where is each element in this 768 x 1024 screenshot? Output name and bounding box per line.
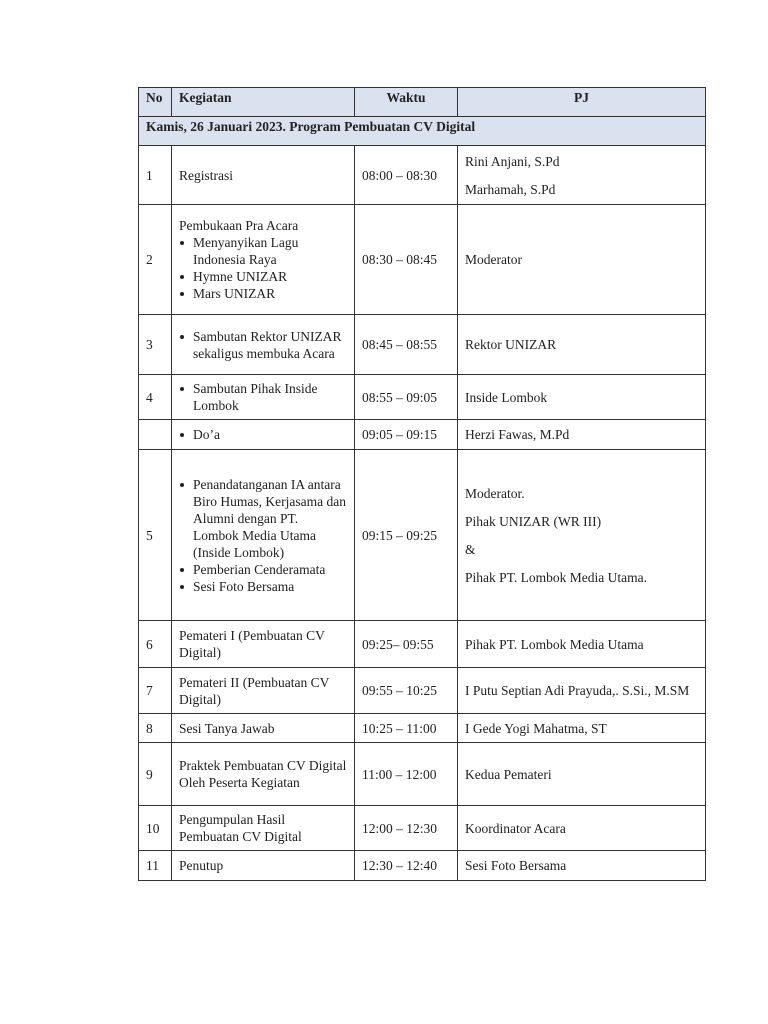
table-row [139, 851, 706, 881]
table-row [139, 668, 706, 714]
header-pj: PJ [458, 88, 706, 117]
table-header-row [139, 88, 706, 117]
row-kegiatan [172, 205, 355, 315]
list-item: Do’a [193, 426, 347, 443]
row-kegiatan: Sesi Tanya Jawab [172, 714, 355, 743]
row-pj: Koordinator Acara [458, 806, 706, 851]
row-no: 11 [139, 851, 172, 881]
bullet-list [179, 380, 347, 414]
kegiatan-lead: Pembukaan Pra Acara [179, 218, 299, 233]
bullet-list [179, 426, 347, 443]
table-row [139, 205, 706, 315]
row-no: 7 [139, 668, 172, 714]
row-kegiatan: Praktek Pembuatan CV Digital Oleh Peserta Kegiatan [172, 743, 355, 806]
row-waktu: 11:00 – 12:00 [355, 743, 458, 806]
pj-line: Pihak UNIZAR (WR III) [465, 513, 602, 529]
row-kegiatan [172, 420, 355, 450]
row-no: 9 [139, 743, 172, 806]
list-item: Menyanyikan Lagu Indonesia Raya [193, 234, 347, 268]
row-waktu: 08:30 – 08:45 [355, 205, 458, 315]
row-no: 8 [139, 714, 172, 743]
bullet-list [179, 328, 347, 362]
table-row [139, 806, 706, 851]
table-row [139, 146, 706, 205]
row-pj: I Putu Septian Adi Prayuda,. S.Si., M.SM [458, 668, 706, 714]
row-waktu: 09:05 – 09:15 [355, 420, 458, 450]
row-pj: Moderator [458, 205, 706, 315]
row-waktu: 09:15 – 09:25 [355, 450, 458, 621]
header-waktu: Waktu [355, 88, 458, 117]
row-waktu: 09:55 – 10:25 [355, 668, 458, 714]
row-no: 10 [139, 806, 172, 851]
row-waktu: 08:45 – 08:55 [355, 315, 458, 375]
list-item: Mars UNIZAR [193, 285, 347, 302]
row-pj: I Gede Yogi Mahatma, ST [458, 714, 706, 743]
row-no: 5 [139, 450, 172, 621]
table-row [139, 420, 706, 450]
table-row [139, 743, 706, 806]
pj-line: Marhamah, S.Pd [465, 181, 556, 197]
list-item: Sesi Foto Bersama [193, 578, 347, 595]
row-waktu: 12:00 – 12:30 [355, 806, 458, 851]
row-kegiatan: Registrasi [172, 146, 355, 205]
row-waktu: 09:25– 09:55 [355, 621, 458, 668]
row-waktu: 08:55 – 09:05 [355, 375, 458, 420]
row-pj [458, 146, 706, 205]
row-pj: Herzi Fawas, M.Pd [458, 420, 706, 450]
schedule-table [138, 87, 706, 881]
header-no: No [139, 88, 172, 117]
row-kegiatan: Penutup [172, 851, 355, 881]
bullet-list [179, 234, 347, 302]
row-waktu: 12:30 – 12:40 [355, 851, 458, 881]
list-item: Hymne UNIZAR [193, 268, 347, 285]
row-no: 6 [139, 621, 172, 668]
table-row [139, 315, 706, 375]
row-waktu: 08:00 – 08:30 [355, 146, 458, 205]
date-row [139, 117, 706, 146]
row-pj: Sesi Foto Bersama [458, 851, 706, 881]
row-kegiatan: Pemateri II (Pembuatan CV Digital) [172, 668, 355, 714]
row-kegiatan [172, 315, 355, 375]
row-no: 3 [139, 315, 172, 375]
row-no: 4 [139, 375, 172, 420]
row-pj [458, 450, 706, 621]
row-no: 1 [139, 146, 172, 205]
list-item: Sambutan Rektor UNIZAR sekaligus membuka Acara [193, 328, 347, 362]
row-pj: Kedua Pemateri [458, 743, 706, 806]
table-row [139, 714, 706, 743]
pj-line: Rini Anjani, S.Pd [465, 153, 560, 169]
row-kegiatan [172, 375, 355, 420]
list-item: Pemberian Cenderamata [193, 561, 347, 578]
row-kegiatan: Pengumpulan Hasil Pembuatan CV Digital [172, 806, 355, 851]
row-kegiatan: Pemateri I (Pembuatan CV Digital) [172, 621, 355, 668]
date-title: Kamis, 26 Januari 2023. Program Pembuatan CV Digital [139, 117, 706, 146]
list-item: Penandatanganan IA antara Biro Humas, Kerjasama dan Alumni dengan PT. Lombok Media Utama (Inside Lombok) [193, 476, 346, 560]
row-pj: Pihak PT. Lombok Media Utama [458, 621, 706, 668]
list-item: Sambutan Pihak Inside Lombok [193, 380, 347, 414]
table-row [139, 375, 706, 420]
row-no: 2 [139, 205, 172, 315]
row-waktu: 10:25 – 11:00 [355, 714, 458, 743]
row-kegiatan [172, 450, 355, 621]
row-pj: Inside Lombok [458, 375, 706, 420]
pj-line: Pihak PT. Lombok Media Utama. [465, 569, 647, 585]
row-pj: Rektor UNIZAR [458, 315, 706, 375]
pj-line: & [465, 541, 476, 557]
table-row [139, 621, 706, 668]
bullet-list [179, 476, 347, 595]
row-no [139, 420, 172, 450]
pj-line: Moderator. [465, 485, 525, 501]
header-kegiatan: Kegiatan [172, 88, 355, 117]
table-row [139, 450, 706, 621]
